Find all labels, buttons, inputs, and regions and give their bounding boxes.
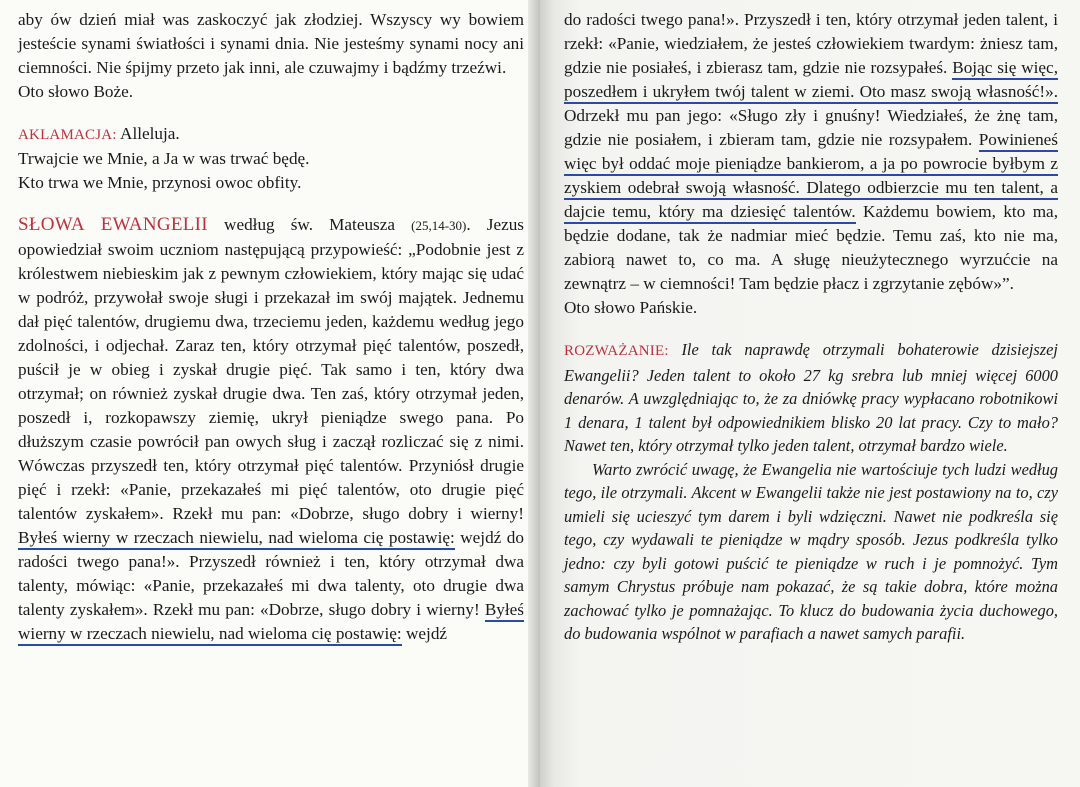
right-page: [540, 0, 1080, 787]
acclamation-text: Alleluja.: [116, 124, 180, 143]
acclamation-line-1: Trwajcie we Mnie, a Ja w was trwać będę.: [18, 149, 310, 168]
spacer: [564, 320, 1058, 338]
underlined-passage-3: Bojąc się więc, poszedłem i ukryłem twój talent w ziemi. Oto masz swoją własność!».: [564, 58, 1058, 104]
acclamation: [18, 122, 524, 147]
underlined-passage-4: Powinieneś więc był oddać moje pieniądze bankierom, a ja po powrocie byłbym z zyskiem odebrał swoją własność. Dlatego odbierzcie mu ten talent, a dajcie temu, który ma dziesięć talentów.: [564, 130, 1058, 224]
gospel-text: [18, 213, 524, 646]
gospel-label: SŁOWA EWANGELII: [18, 214, 208, 235]
acclamation-line-2: Kto trwa we Mnie, przynosi owoc obfity.: [18, 173, 302, 192]
underlined-passage-1: Byłeś wierny w rzeczach niewielu, nad wieloma cię postawię:: [18, 528, 455, 550]
gospel-closing: Oto słowo Pańskie.: [564, 298, 698, 317]
gospel-tail: wejdź: [401, 624, 448, 643]
acclamation-label: AKLAMACJA:: [18, 127, 117, 143]
spacer: [18, 195, 524, 213]
gospel-reference: (25,14-30): [411, 218, 467, 233]
reflection-text-1: Ile tak naprawdę otrzymali bohaterowie dzisiejszej Ewangelii? Jeden talent to około 27 kg srebra lub mniej więcej 6000 denarów. A uwzględniając to, że za dniówkę pracy wypłacano robotnikowi 1 denara, 1 talent był odpowiednikiem blisko 20 lat pracy. Czy to mało? Nawet ten, który otrzymał tylko jeden talent, otrzymał bardzo wiele.: [564, 340, 1058, 455]
reflection-label: ROZWAŻANIE:: [564, 343, 669, 359]
spacer: [18, 104, 524, 122]
gospel-cont-start: do radości twego pana!». Przyszedł i ten, który otrzymał jeden talent, i rzekł: «Panie, wiedziałem, że jesteś człowiekiem twardym: żniesz tam, gdzie nie posiałeś, i zbierasz tam, gdzie nie rozsypałeś.: [564, 10, 1058, 77]
reflection-paragraph-1: [564, 338, 1058, 458]
underlined-passage-2: Byłeś wierny w rzeczach niewielu, nad wieloma cię postawię:: [18, 600, 524, 646]
reading-closing: Oto słowo Boże.: [18, 82, 134, 101]
gospel-intro-end: . Jezus opowiedział swoim uczniom następującą przypowieść: „Podobnie jest z królestwem niebieskim jak z pewnym człowiekiem, który mając się udać w podróż, przywołał swoje sługi i przekazał im swój majątek. Jednemu dał pięć talentów, drugiemu dwa, trzeciemu jeden, każdemu według jego zdolności, i odjechał. Zaraz ten, który otrzymał pięć talentów, poszedł, puścił je w obieg i zyskał drugie pięć. Tak samo i ten, który dwa otrzymał; on również zyskał drugie dwa. Ten zaś, który otrzymał jeden, poszedł i, rozkopawszy ziemię, ukrył pieniądze swego pana. Po dłuższym czasie powrócił pan owych sług i zaczął rozliczać się z nimi. Wówczas przyszedł ten, który otrzymał pięć talentów. Przyniósł drugie pięć i rzekł: «Panie, przekazałeś mi pięć talentów, oto drugie pięć talentów zyskałem». Rzekł mu pan: «Dobrze, sługo dobry i wierny!: [18, 215, 524, 523]
gospel-mid: wejdź do radości twego pana!». Przyszedł również i ten, który otrzymał dwa talenty, mówiąc: «Panie, przekazałeś mi dwa talenty, oto drugie dwa talenty zyskałem». Rzekł mu pan: «Dobrze, sługo dobry i wierny!: [18, 528, 524, 619]
gospel-cont-mid: Odrzekł mu pan jego: «Sługo zły i gnuśny! Wiedziałeś, że żnę tam, gdzie nie posiałem, i zbieram tam, gdzie nie rozsypałem.: [564, 106, 1058, 149]
gospel-cont-end: Każdemu bowiem, kto ma, będzie dodane, tak że nadmiar mieć będzie. Temu zaś, kto nie ma, zabiorą nawet to, co ma. A sługę nieużytecznego wyrzućcie na zewnątrz – w ciemności! Tam będzie płacz i zgrzytanie zębów»”.: [564, 202, 1058, 293]
reflection-paragraph-2: Warto zwrócić uwagę, że Ewangelia nie wartościuje tych ludzi według tego, ile otrzymali. Akcent w Ewangelii także nie jest postawiony na to, czy umieli się ucieszyć tym darem i byli wdzięczni. Nawet nie podkreśla się tego, czy wydawali te pieniądze w mądry sposób. Jezus podkreśla tylko jedno: czy byli gotowi puścić te pieniądze w ruch i je pomnożyć. Tym samym Chrystus próbuje nam pokazać, że są takie dobra, które można zachować tylko je pomnażając. To klucz do budowania życia duchowego, do budowania wspólnot w parafiach a nawet samych parafii.: [564, 459, 1058, 643]
gospel-intro: według św. Mateusza: [207, 215, 412, 234]
reading-end-text: aby ów dzień miał was zaskoczyć jak złodziej. Wszyscy wy bowiem jesteście synami światłości i synami dnia. Nie jesteśmy synami nocy ani ciemności. Nie śpijmy przeto jak inni, ale czuwajmy i bądźmy trzeźwi.: [18, 10, 524, 77]
gospel-continuation: [564, 8, 1058, 296]
